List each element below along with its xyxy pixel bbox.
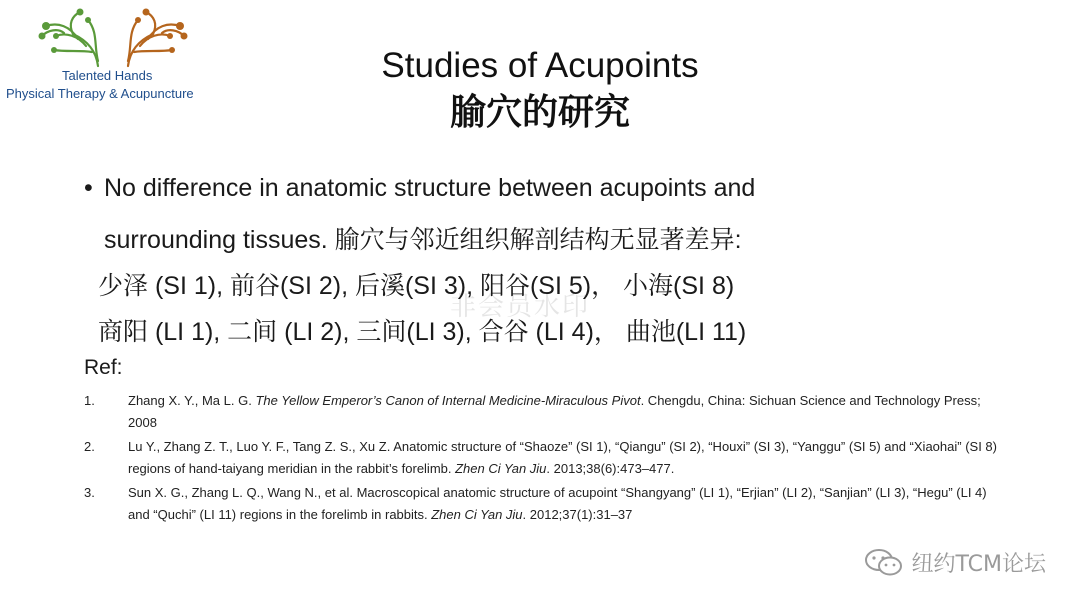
logo-name-line1: Talented Hands: [62, 68, 153, 83]
slide-title: Studies of Acupoints: [381, 46, 699, 85]
reference-item-1: [84, 390, 1004, 434]
reference-text: Lu Y., Zhang Z. T., Luo Y. F., Tang Z. S., Xu Z. Anatomic structure of “Shaoze” (SI 1), “Qiangu” (SI 2), “Houxi” (SI 3), “Yanggu” (SI 5) and “Xiaohai” (SI 8) regions of hand-taiyang meridian in the rabbit’s forelimb.: [128, 439, 997, 476]
bullet-dot-icon: •: [84, 174, 93, 202]
bullet-line-4: 商阳 (LI 1), 二间 (LI 2), 三间(LI 3), 合谷 (LI 4)， 曲池(LI 11): [98, 318, 747, 346]
references-label: Ref:: [84, 356, 123, 379]
reference-details: . 2012;37(1):31–37: [522, 507, 633, 522]
bullet-line-3: 少泽 (SI 1), 前谷(SI 2), 后溪(SI 3), 阳谷(SI 5)， 小海(SI 8): [98, 272, 735, 300]
reference-source-title: The Yellow Emperor’s Canon of Internal Medicine-Miraculous Pivot: [255, 393, 641, 408]
brand-text: 纽约TCM论坛: [911, 552, 1046, 577]
reference-details: . Chengdu, China: Sichuan Science and Technology Press; 2008: [128, 393, 981, 430]
brand-signature: [864, 547, 1047, 578]
reference-item-3: [84, 482, 1004, 526]
bullet-line-2: surrounding tissues. 腧穴与邻近组织解剖结构无显著差异:: [104, 226, 742, 254]
reference-text: Sun X. G., Zhang L. Q., Wang N., et al. Macroscopical anatomic structure of acupoint “Shangyang” (LI 1), “Erjian” (LI 2), “Sanjian” (LI 3), “Hegu” (LI 4) and “Quchi” (LI 11) regions in the forelimb in rabbits.: [128, 485, 987, 522]
slide-subtitle: 腧穴的研究: [449, 92, 630, 133]
reference-number: 2.: [84, 439, 95, 454]
reference-list: [84, 390, 1004, 528]
reference-number: 3.: [84, 485, 95, 500]
watermark-text: 非会员水印: [450, 292, 591, 322]
reference-details: . 2013;38(6):473–477.: [546, 461, 675, 476]
reference-text: Zhang X. Y., Ma L. G.: [128, 393, 256, 408]
reference-journal: Zhen Ci Yan Jiu: [431, 507, 523, 522]
reference-number: 1.: [84, 393, 95, 408]
logo-name-line2: Physical Therapy & Acupuncture: [6, 86, 194, 101]
wechat-icon: [864, 548, 904, 578]
reference-journal: Zhen Ci Yan Jiu: [455, 461, 547, 476]
reference-item-2: [84, 436, 1004, 480]
bullet-line-1: No difference in anatomic structure between acupoints and: [104, 174, 756, 202]
